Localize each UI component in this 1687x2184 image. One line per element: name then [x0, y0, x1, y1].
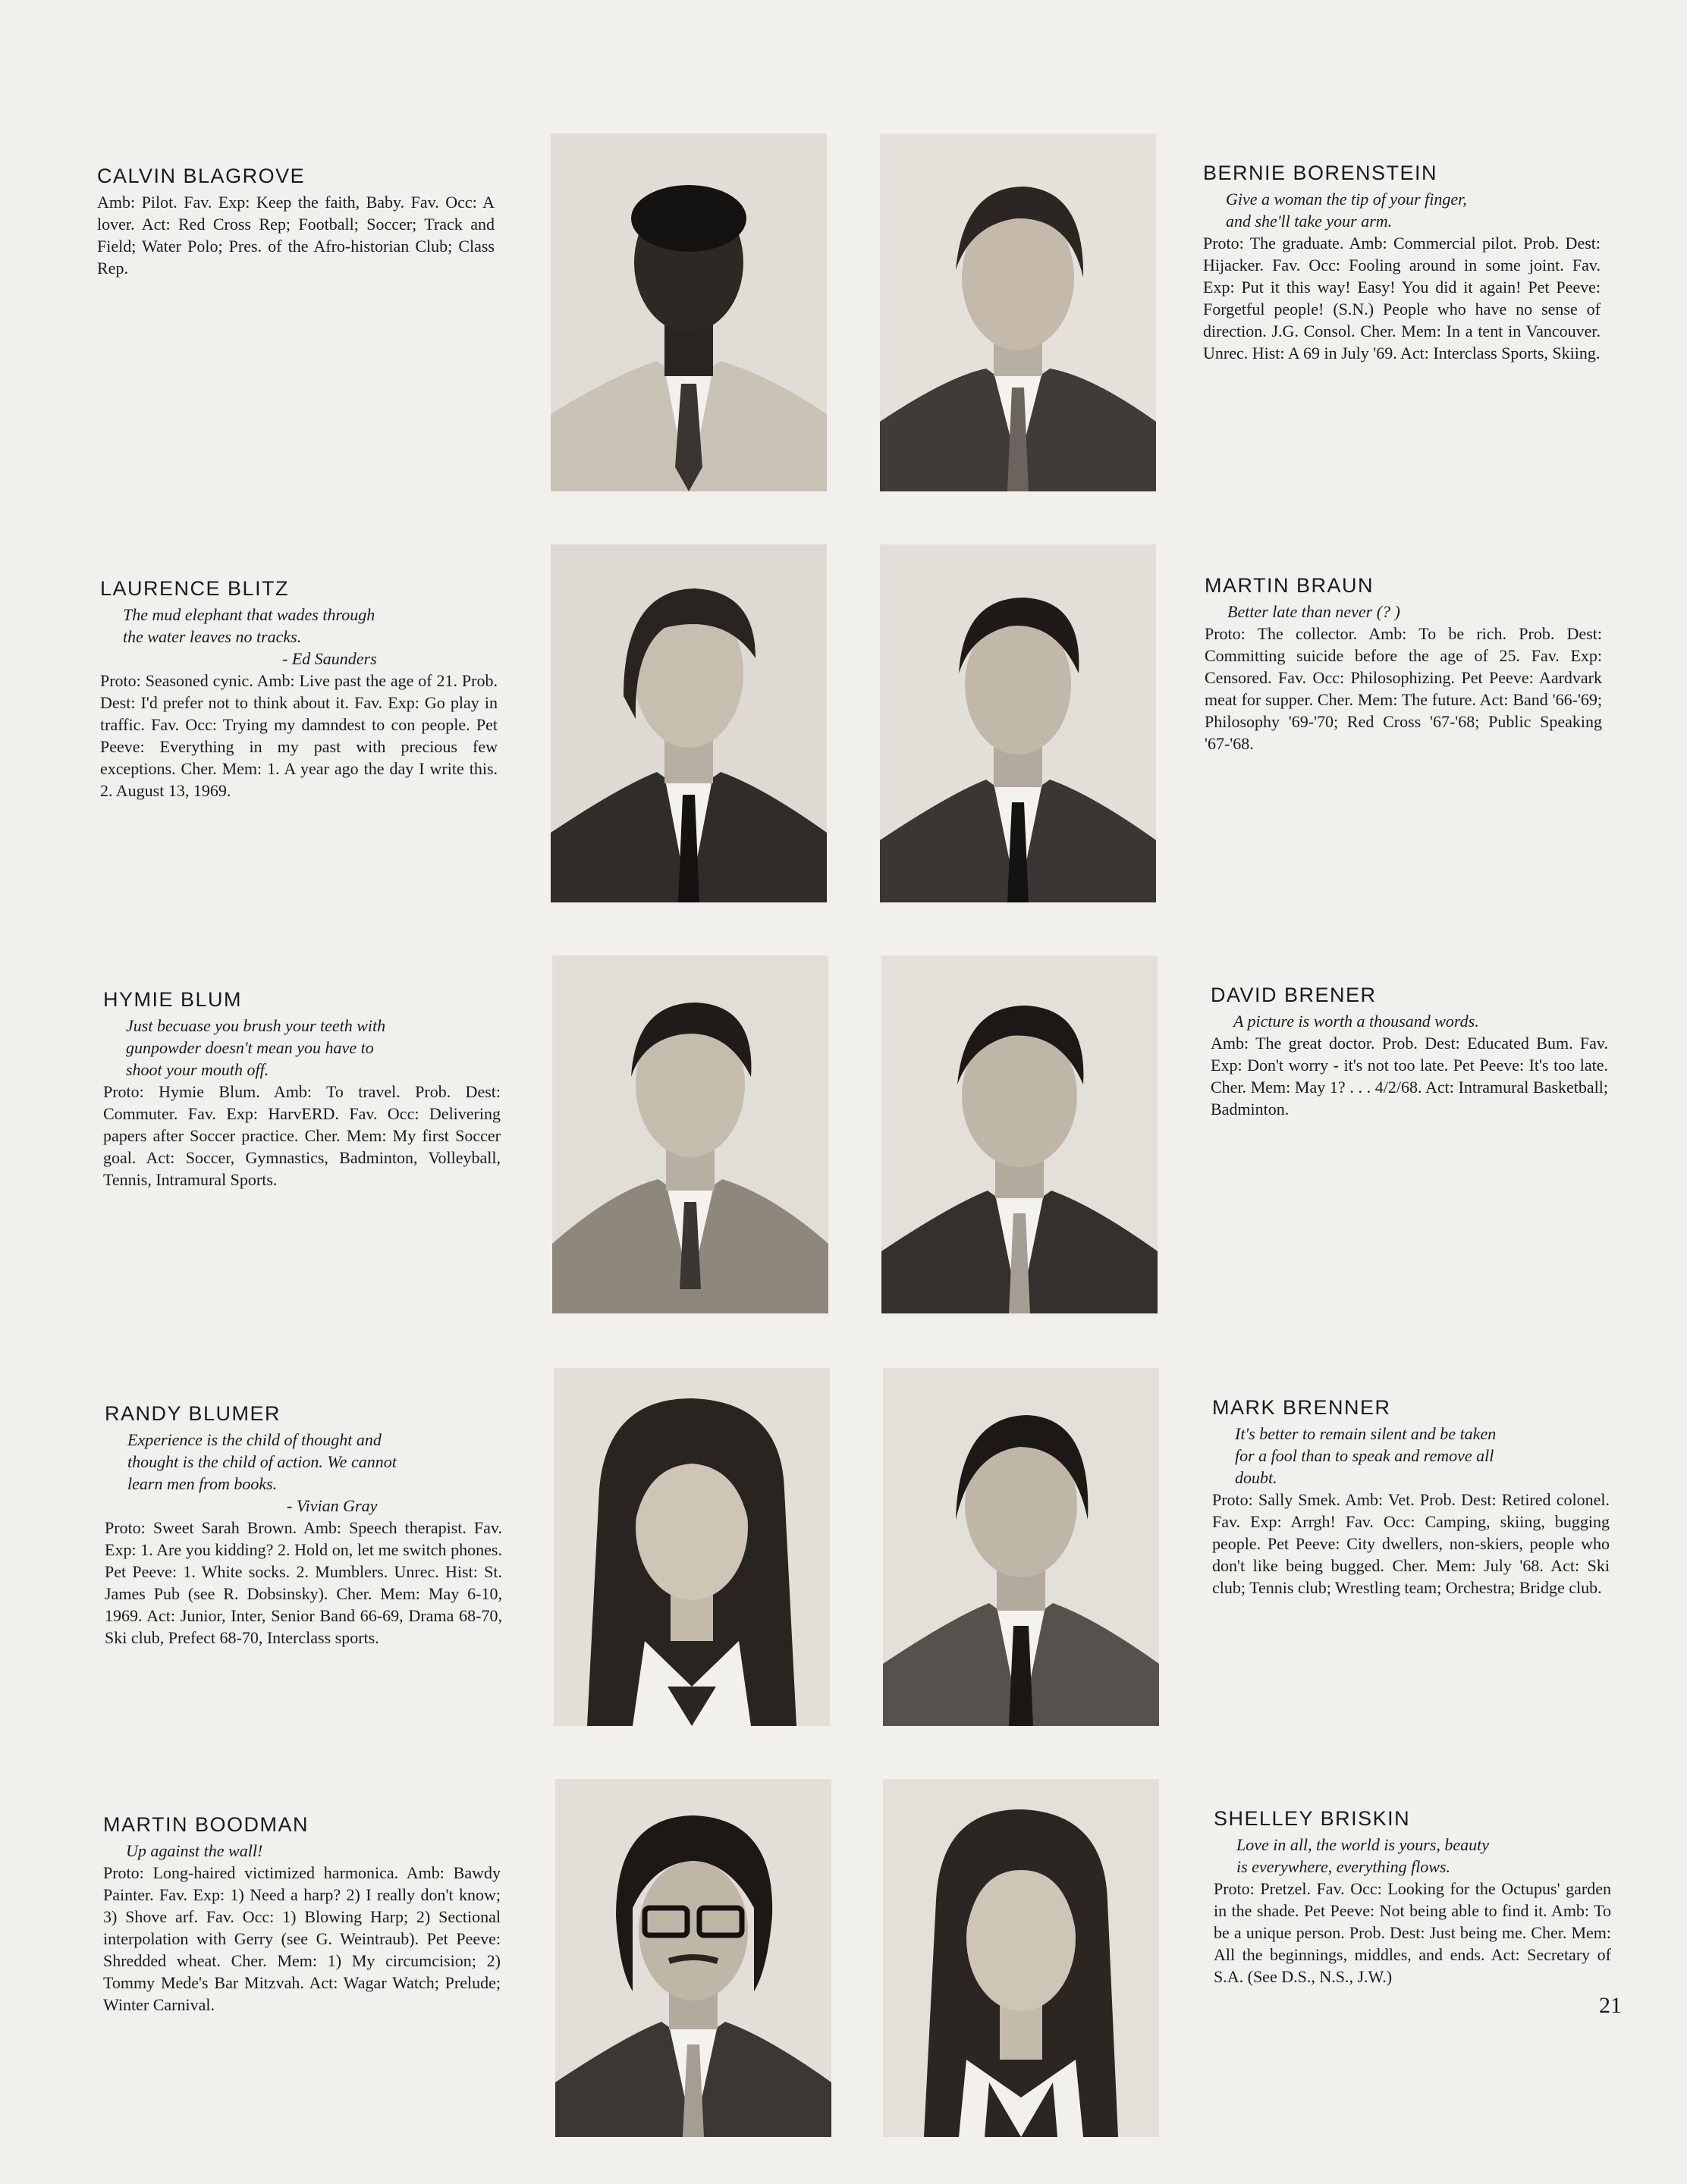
portrait-photo-martin-braun — [880, 544, 1156, 902]
student-bio: Amb: The great doctor. Prob. Dest: Educated Bum. Fav. Exp: Don't worry - it's not too late. Pet Peeve: It's too late. Cher. Mem: May 1? . . . 4/2/68. Act: Intramural Basketball; Badminton. — [1211, 1034, 1608, 1119]
portrait-photo-mark-brenner — [883, 1368, 1159, 1726]
student-bio: Amb: Pilot. Fav. Exp: Keep the faith, Baby. Fav. Occ: A lover. Act: Red Cross Rep; Football; Soccer; Track and Field; Water Polo; Pres. of the Afro-historian Club; Class Rep. — [97, 193, 495, 278]
portrait-photo-hymie-blum — [552, 956, 828, 1313]
student-quote: Love in all, the world is yours, beauty is everywhere, everything flows. — [1236, 1835, 1490, 1877]
student-name: DAVID BRENER — [1211, 984, 1377, 1006]
entry-laurence-blitz — [100, 576, 498, 802]
student-name: BERNIE BORENSTEIN — [1203, 162, 1438, 184]
student-name: HYMIE BLUM — [103, 988, 243, 1011]
student-name: CALVIN BLAGROVE — [97, 165, 306, 187]
student-quote: Better late than never (? ) — [1227, 602, 1400, 622]
student-name: LAURENCE BLITZ — [100, 577, 290, 600]
student-bio: Proto: The collector. Amb: To be rich. Prob. Dest: Committing suicide before the age of 25. Fav. Exp: Censored. Fav. Occ: Philosophizing. Pet Peeve: Aardvark meat for supper. Cher. Mem: The future. Act: Band '66-'69; Philosophy '69-'70; Red Cross '67-'68; Public Speaking '67-'68. — [1205, 624, 1602, 754]
portrait-photo-bernie-borenstein — [880, 133, 1156, 491]
quote-attribution: - Ed Saunders — [282, 649, 377, 669]
portrait-photo-randy-blumer — [554, 1368, 830, 1726]
entry-bernie-borenstein — [1203, 161, 1601, 364]
student-quote: It's better to remain silent and be taken for a fool than to speak and remove all doubt. — [1235, 1424, 1497, 1488]
student-quote: Give a woman the tip of your finger, and she'll take your arm. — [1226, 190, 1467, 231]
entry-calvin-blagrove — [97, 164, 495, 279]
student-name: SHELLEY BRISKIN — [1214, 1807, 1411, 1830]
entry-david-brener — [1211, 983, 1608, 1120]
portrait-photo-laurence-blitz — [551, 544, 827, 902]
student-bio: Proto: Hymie Blum. Amb: To travel. Prob. Dest: Commuter. Fav. Exp: HarvERD. Fav. Occ: Delivering papers after Soccer practice. Cher. Mem: My first Soccer goal. Act: Soccer, Gymnastics, Badminton, Volleyball, Tennis, Intramural Sports. — [103, 1082, 501, 1190]
student-name: MARK BRENNER — [1212, 1396, 1391, 1419]
page-number: 21 — [1599, 1993, 1622, 2018]
student-quote: Experience is the child of thought and thought is the child of action. We cannot learn men from books. — [127, 1430, 397, 1494]
portrait-photo-david-brener — [881, 956, 1158, 1313]
student-quote: Up against the wall! — [126, 1841, 263, 1861]
quote-attribution: - Vivian Gray — [287, 1496, 378, 1516]
student-bio: Proto: Seasoned cynic. Amb: Live past the age of 21. Prob. Dest: I'd prefer not to think about it. Fav. Exp: Go play in traffic. Fav. Occ: Trying my damndest to con people. Pet Peeve: Everything in my past with precious few exceptions. Cher. Mem: 1. A year ago the day I write this. 2. August 13, 1969. — [100, 671, 498, 801]
student-bio: Proto: The graduate. Amb: Commercial pilot. Prob. Dest: Hijacker. Fav. Occ: Fooling around in some joint. Fav. Exp: Put it this way! Easy! You did it again! Pet Peeve: Forgetful people! (S.N.) People who have no sense of direction. J.G. Consol. Cher. Mem: In a tent in Vancouver. Unrec. Hist: A 69 in July '69. Act: Interclass Sports, Skiing. — [1203, 234, 1601, 363]
student-bio: Proto: Long-haired victimized harmonica. Amb: Bawdy Painter. Fav. Exp: 1) Need a harp? 2) I really don't know; 3) Shove arf. Fav. Occ: 1) Blowing Harp; 2) Sectional interpolation with Gerry (see G. Weintraub). Pet Peeve: Shredded wheat. Cher. Mem: 1) My circumcision; 2) Tommy Mede's Bar Mitzvah. Act: Wagar Watch; Prelude; Winter Carnival. — [103, 1863, 501, 2015]
student-quote: A picture is worth a thousand words. — [1233, 1012, 1479, 1031]
student-name: RANDY BLUMER — [105, 1402, 281, 1425]
student-bio: Proto: Sally Smek. Amb: Vet. Prob. Dest: Retired colonel. Fav. Exp: Arrgh! Fav. Occ: Camping, skiing, bugging people. Pet Peeve: City dwellers, non-skiers, people who don't like being bugged. Cher. Mem: July '68. Act: Ski club; Tennis club; Wrestling team; Orchestra; Bridge club. — [1212, 1490, 1610, 1598]
portrait-photo-martin-boodman — [555, 1779, 831, 2137]
entry-martin-boodman — [103, 1812, 501, 2016]
student-bio: Proto: Sweet Sarah Brown. Amb: Speech therapist. Fav. Exp: 1. Are you kidding? 2. Hold on, let me switch phones. Pet Peeve: 1. White socks. 2. Mumblers. Unrec. Hist: St. James Pub (see R. Dobsinsky). Cher. Mem: May 6-10, 1969. Act: Junior, Inter, Senior Band 66-69, Drama 68-70, Ski club, Prefect 68-70, Interclass sports. — [105, 1518, 502, 1648]
student-quote: Just becuase you brush your teeth with gunpowder doesn't mean you have to shoot your mouth off. — [126, 1016, 386, 1080]
student-quote: The mud elephant that wades through the water leaves no tracks. — [123, 605, 375, 647]
entry-hymie-blum — [103, 987, 501, 1191]
student-bio: Proto: Pretzel. Fav. Occ: Looking for the Octupus' garden in the shade. Pet Peeve: Not being able to find it. Amb: To be a unique person. Prob. Dest: Just being me. Cher. Mem: All the beginnings, middles, and ends. Act: Secretary of S.A. (See D.S., N.S., J.W.) — [1214, 1879, 1611, 1987]
entry-randy-blumer — [105, 1401, 502, 1649]
entry-shelley-briskin — [1214, 1806, 1611, 1988]
portrait-photo-shelley-briskin — [883, 1779, 1159, 2137]
entry-martin-braun — [1205, 573, 1602, 755]
student-name: MARTIN BOODMAN — [103, 1813, 309, 1836]
student-name: MARTIN BRAUN — [1205, 574, 1374, 597]
entry-mark-brenner — [1212, 1395, 1610, 1599]
portrait-photo-calvin-blagrove — [551, 133, 827, 491]
